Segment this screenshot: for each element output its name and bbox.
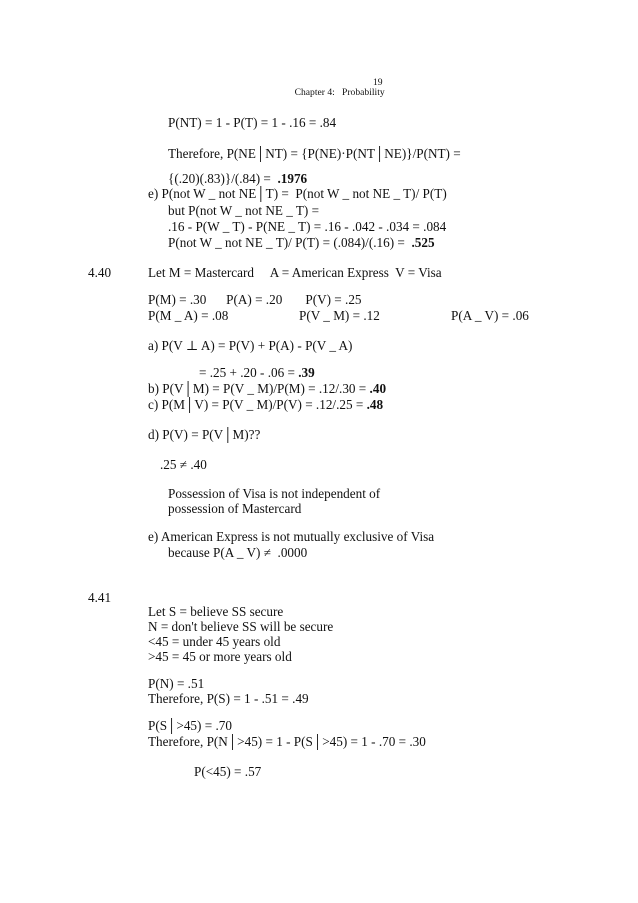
running-header [285,78,385,107]
text-line: P(V _ M) = .12 [299,308,380,323]
text-line: = .25 + .20 - .06 = .39 [199,365,315,380]
text-line: N = don't believe SS will be secure [148,619,334,634]
text-line: Therefore, P(NE│NT) = {P(NE)·P(NT│NE)}/P(NT) = [168,146,461,161]
text-line: Let S = believe SS secure [148,604,284,619]
text-line: b) P(V│M) = P(V _ M)/P(M) = .12/.30 = .40 [148,381,387,396]
problem-number: 4.40 [88,265,112,280]
text-line: d) P(V) = P(V│M)?? [148,427,261,442]
text-line: possession of Mastercard [168,501,302,516]
text-line: a) P(V ⊥ A) = P(V) + P(A) - P(V _ A) [148,338,353,353]
text-line: because P(A _ V) ≠ .0000 [168,545,308,560]
text-line: e) P(not W _ not NE│T) = P(not W _ not NE _ T)/ P(T) [148,186,447,201]
page-number: 19 [373,77,383,88]
problem-number: 4.41 [88,590,112,605]
text-line: <45 = under 45 years old [148,634,281,649]
chapter-title: Chapter 4: Probability [294,86,385,98]
text-line: Therefore, P(S) = 1 - .51 = .49 [148,691,309,706]
text-line: e) American Express is not mutually exclusive of Visa [148,529,435,544]
text-line: P(N) = .51 [148,676,205,691]
text-line: P(not W _ not NE _ T)/ P(T) = (.084)/(.16) = .525 [168,235,435,250]
text-line: Possession of Visa is not independent of [168,486,381,501]
text-line: P(M _ A) = .08 [148,308,229,323]
text-line: Let M = Mastercard A = American Express V = Visa [148,265,442,280]
text-line: P(A _ V) = .06 [451,308,529,323]
text-line: P(M) = .30 P(A) = .20 P(V) = .25 [148,292,362,307]
text-line: P(NT) = 1 - P(T) = 1 - .16 = .84 [168,115,337,130]
text-line: c) P(M│V) = P(V _ M)/P(V) = .12/.25 = .48 [148,397,384,412]
text-line: P(<45) = .57 [194,764,262,779]
text-line: .16 - P(W _ T) - P(NE _ T) = .16 - .042 - .034 = .084 [168,219,447,234]
text-line: Therefore, P(N│>45) = 1 - P(S│>45) = 1 - .70 = .30 [148,734,426,749]
text-line: {(.20)(.83)}/(.84) = .1976 [168,171,308,186]
text-line: >45 = 45 or more years old [148,649,292,664]
text-line: but P(not W _ not NE _ T) = [168,203,320,218]
text-line: P(S│>45) = .70 [148,718,232,733]
text-line: .25 ≠ .40 [160,457,207,472]
